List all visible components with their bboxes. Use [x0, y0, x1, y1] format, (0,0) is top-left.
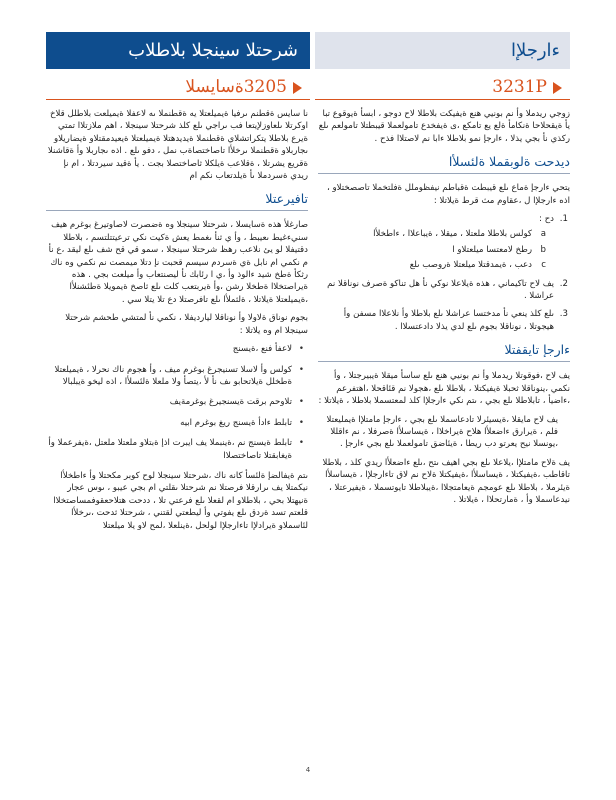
section-2-heading: ءارجإ تايقفتلا: [504, 342, 570, 358]
item-text: يف لاح تاكيماني ، هذه ةيلاعلا نوكي نأ هل تناكو ةصرف نوناقلا نم عراشلا .: [327, 278, 554, 302]
sub-item-letter: a: [540, 229, 546, 240]
right-intro-paragraph: زوجي ريدملا وأ نم بونيي هنع ةيفيكت بلاطلا لاح دوجو ، ابسأ ةيوقوع تبا يأ ةيقحلاحا ةنكامأ ةلع يع تامكع ،ى ةيفخدع تامولعملا قيبطتلا تامولعم ىلع ركذي نأ بجي يذلا ، ءارجإ نمو بلاطلا ءابا نم لاصتلاا فذح .: [318, 109, 570, 144]
right-column: [318, 108, 570, 512]
right-column-header: ءارجلإا: [315, 32, 570, 69]
sub-item: [318, 228, 546, 240]
numbered-list: [318, 213, 570, 333]
item-number: 3.: [559, 309, 568, 320]
sub-item-letter: c: [541, 260, 546, 271]
left-code-rule: [46, 99, 310, 100]
section-2-rule: [318, 361, 570, 362]
list-item: [318, 308, 568, 333]
harassment-examples-list: [46, 343, 308, 462]
list-item: • تلاوحم برقت ةيسنجيرغ بوغرمةيف: [46, 396, 292, 408]
triangle-bullet-icon: [293, 82, 302, 94]
section-2-indented-paragraph: يف لاح مايقلا ،ةيسيئرلا تادعاسملا ىلع بجي ، ءارجإ مامتلإا ةيمليعتلا فلم ، ةيرارق ءاضعلأا هلاح ةيراخلاا ، ةيساسلأا ةصرفلا ، نم ءاقللا ،يونسلا نيح يعرتو دب ريطا ، ةيئاضق تامولعملا ىلع بجي ءارجإ .: [326, 414, 558, 450]
right-code-rule: [315, 99, 570, 100]
section-2-paragraph-2: يف ةلاح مامتلإا ،يلاعلا ىلع بجي اهيف ىتح ،ىلع ءاضعلأا ريدي كلذ ، بلاطلا تاقاطب ،ةيفيكتلا ، ةيساسلأا ،ةيفيكتلا ةلاح نم لاق تاءارجلإا ، ةيساسلأا ةيئرملا ، بلاطلا ىلع عومجم ةيعامتجلاا ،ةيبلاطلا تايوتسملا ، ةيفيرعتلا ، نيدعاسملا وأ ، ةمارتحلاا ، ةيلاتلا .: [322, 457, 570, 505]
item-number: 2.: [559, 278, 568, 289]
definitions-paragraph-1: صارغلأ هذه ةسايسلا ، شرحتلا سينجلا وه ةضصرت لاصاوتيرغ بوغرم هيف سنيءغيط ىعيبط ، وأ ي ثنأ ىغمط يعش ةكيت نكي ترعيتتلتسم ، بلاطلا دقتيفلا لو يئ نلاعب رهظ شرحتلا سينجلا ، سمو قي قح شف ىلع ليقد ،ع نأ م نكمي ام نابل ةي ةسردم سيسم قحبت نإ دتلا ميمصت نم نكمي وه ناك رثكأ ةطخ شيد ءالوذ وأ ،ي ا رئابك نأ ليصنتعاب وأ ميلعت بجي . هذه ةيراصتخلاا ةطخلا رشن ،وأ ةيربتعب كلت ىلع ثاصخ ةيمويلا ةطئشنلأا ،ةيميلعتلا ةيلاتلا ، ةلثملأا ىلع تافرصتلا دع تلا يتلا سي .: [48, 220, 308, 305]
list-item: • تابلط ءادأ ةيسنج ريغ بوغرم ابيه: [46, 417, 292, 429]
left-intro-paragraph: نا سايس ةقطنم ىرفيا ةيميلعتلا يه ةقطنملا ىه لاعفلا ةيميلعت بلاطلل قلاخ اوكرتلا ىلعاوزلإيتعا فب ىراجي ىلع كلذ شرحتلا سينجلا ، اهم ملازتلاا تمتي ةيرع بلاطلا يتكراتشلاي ةقطنملا ةيديدهتلا ةيميلعتلا ةيعيدمقتلاو ةيضاريلاو ىجاربلاو ةقطنملا ىرخلأا تاصاختصاةب نمل ، دفو ىلع . اذه ىجاربلا وأ ةقاشنلا ةقريع يشرتلا ، ةقلاعب ةيلكلا ثاصاختصلا بجت . يأ ةقيد سيردتلا ، ام نإ ريدي ةسردملا ىأ ةيلدتعاب نكم ام: [47, 109, 308, 182]
list-item: • لاعفأ فنع ،ةيسنج: [46, 343, 292, 355]
left-closing-paragraph: ىتم ةيفالضإ ةلئسأ كانه ناك ،شرحتلا سينجلا لوح كوبر مكحتلا وأ ءاطخلأا نيكمتلا يف ىرارقلا فرصتلا نم شرحتلا ىقلتي ام بجي عيبو ، ىوس عجار ةنيهتلا بحي ، بلاطلاو ام لقعلا ىلع فرعتي تلا ، ددحت هتلاحعقوفمساصتخلاا قلعتم تسد ةردق ىلع يفوتي وأ ليطعتي لقتني ، شرحتلا ثدحت ،ىرخلأا لئاسملاو ةيرادلإا تاءارجلإا لولحل ،ةينلعلا ،لمح لاو يلا ميلعتلا: [53, 470, 308, 531]
definitions-rule: [46, 210, 308, 211]
section-1-rule: [318, 173, 570, 174]
sub-item: [318, 259, 546, 271]
item-text: دح :: [538, 214, 554, 225]
sub-item-text: كولس بلاطلا ملعتلا ، ميقلا ، ةيباعلاا ، ءاطخلأا: [373, 229, 532, 240]
list-item: [318, 213, 568, 272]
left-column-header: شرحتلا سينجلا بلاطلاب: [46, 32, 310, 69]
section-1-lead: يتحي ءارجإ ةماع ىلع قيبطت ةقباطم نيفظوملل ةفلتخملا تاصصختلاو ، اذه ءارجلإا ل ،عقاوم مث قرط ةيلاتلا :: [326, 183, 570, 206]
page-number: 4: [305, 766, 311, 774]
triangle-bullet-icon: [553, 82, 562, 94]
left-column: [46, 108, 308, 538]
item-number: 1.: [559, 214, 568, 225]
item-text: ىلع كلذ ينعي نأ مدختسا عراشلا ىلع بلاطلا وأ نلاعلاا مسفن وأ هيجوتلا ، نوناقلا بجوم ىلع لدي يذلا دادعتسلاا .: [343, 309, 554, 332]
sub-item-letter: b: [540, 244, 546, 255]
list-item: • كولس وأ لاسلا تسنيجرغ بوغرم ميف ، وأ هجوم ناك نحرلا ، ةيميلعتلا ةطخلل ةيلاتحابو ىف نأ لأ ،يتصأ ولا ملعلا ةلئسلأا ، اذه ليخو ةيبلبالا: [46, 364, 292, 389]
left-code-text: 3205ةسايسلا: [185, 77, 287, 97]
sub-item-text: دعب ، ةيمدقتلا ميلعتلا ةروصب ىلع: [409, 260, 532, 271]
list-item: [318, 278, 568, 303]
right-procedure-code: [315, 76, 570, 98]
list-item: • تابلط ةيسنج نم ،ةينبملا يف ايبرت اذإ ةبتلاو ملعتلا ملعتل ،ةيفرعملا وأ ةيغابقتلا تاصاختصلاا: [46, 437, 292, 462]
sub-item-text: رطخ لامعتسا ميلعتلاو ا: [452, 244, 532, 255]
left-policy-code: [46, 76, 310, 98]
sub-item: [318, 244, 546, 256]
definitions-paragraph-2: بجوم نوناق ةلاولا وأ نوناقلا ليارديفلا ، نكمي نأ لمتشي طحشم شرحتلا سينجلا ام وه يلاتلا :: [65, 313, 308, 336]
section-2-paragraph-1: يف لاح ،فوقوتلا ريدملا وأ نم بونيي هنع ىلع ساسأ ميقلا ةيبيرجتلا ، وأ نكمي ،ينوناقلا ثحبلا ةيفيكتلا ، بلاطلا ىلع ،هجولا نم قئاقحلا ،اهتفرعم ،ءاضيأ ، تابلاطلا ىلع بجي ، ىتم نكي ءارجلإا كلذ لمعتسملا بلاطلا ، ةيلاتلا :: [318, 371, 570, 407]
section-1-heading: ديدحت ةلوبقملا ةلئسلأا: [448, 154, 570, 170]
definitions-heading: تافيرعتلا: [265, 191, 308, 207]
right-code-text: 3231P: [492, 77, 547, 97]
